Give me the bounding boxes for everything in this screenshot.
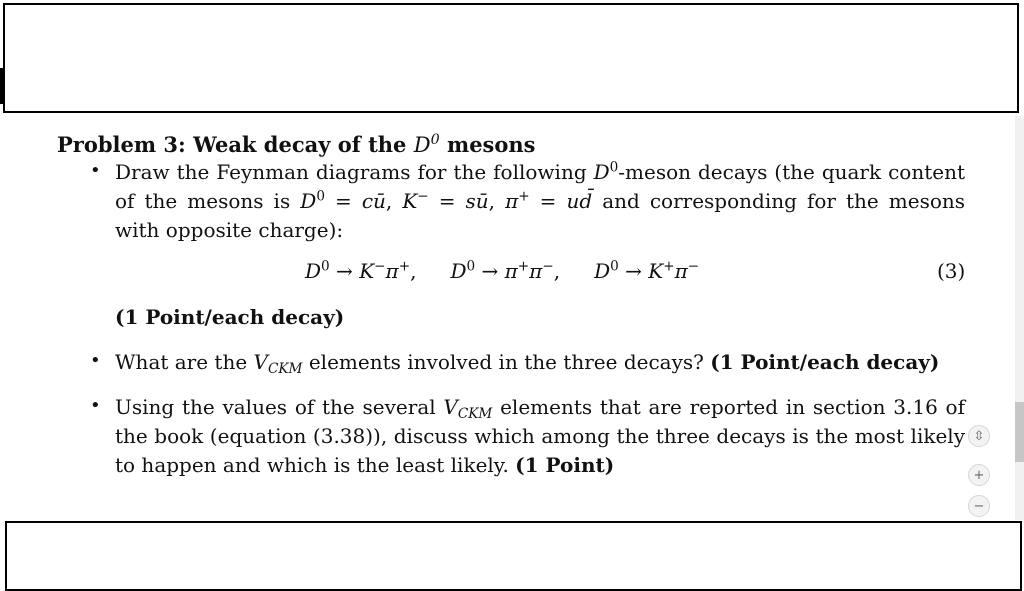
bullet-2-line: What are the $V_{CKM}$ elements involved in the three decays? (1 Point/each decay) <box>115 350 940 378</box>
bullet-1-line-2: of the mesons is $D^0$ = cū, K− = sū, π+ = ud̄ and corresponding for the mesons <box>115 188 966 213</box>
decay-1: $D^0 \to K^-\pi^+$, <box>305 258 417 283</box>
bullet-2-points: (1 Point/each decay) <box>710 350 940 374</box>
bullet-1-points: (1 Point/each decay) <box>115 305 345 329</box>
bullet-3-line-1: Using the values of the several $V_{CKM}$ elements that are reported in section 3.16 of <box>115 395 965 423</box>
zoom-in-button[interactable]: + <box>968 464 990 486</box>
bullet-3-line-3: to happen and which is the least likely. (1 Point) <box>115 453 615 477</box>
bullet-3-points: (1 Point) <box>515 453 615 477</box>
fit-page-icon[interactable]: ⇳ <box>968 425 990 447</box>
equation-number: (3) <box>937 259 966 283</box>
decay-2: $D^0 \to \pi^+\pi^-$, <box>450 258 561 283</box>
document-page <box>0 116 1012 520</box>
decay-equation <box>305 259 699 283</box>
problem-title: Problem 3: Weak decay of the $D^0$ mesons <box>57 132 536 157</box>
bullet-1-line-1: Draw the Feynman diagrams for the following $D^0$-meson decays (the quark content <box>115 159 965 184</box>
bottom-redaction-box <box>5 521 1022 591</box>
title-d-symbol: $D^0$ <box>413 132 440 157</box>
bullet-3-marker: • <box>90 395 101 416</box>
decay-3: $D^0 \to K^+\pi^-$ <box>594 258 700 283</box>
zoom-out-button[interactable]: − <box>968 495 990 517</box>
bullet-1-line-3: with opposite charge): <box>115 218 344 242</box>
top-box-edge-tab <box>0 68 3 104</box>
top-redaction-box <box>3 3 1019 113</box>
bullet-3-line-2: the book (equation (3.38)), discuss which among the three decays is the most likely <box>115 424 965 448</box>
bullet-2-marker: • <box>90 350 101 371</box>
bullet-1-marker: • <box>90 160 101 181</box>
scrollbar-thumb[interactable] <box>1015 402 1024 462</box>
